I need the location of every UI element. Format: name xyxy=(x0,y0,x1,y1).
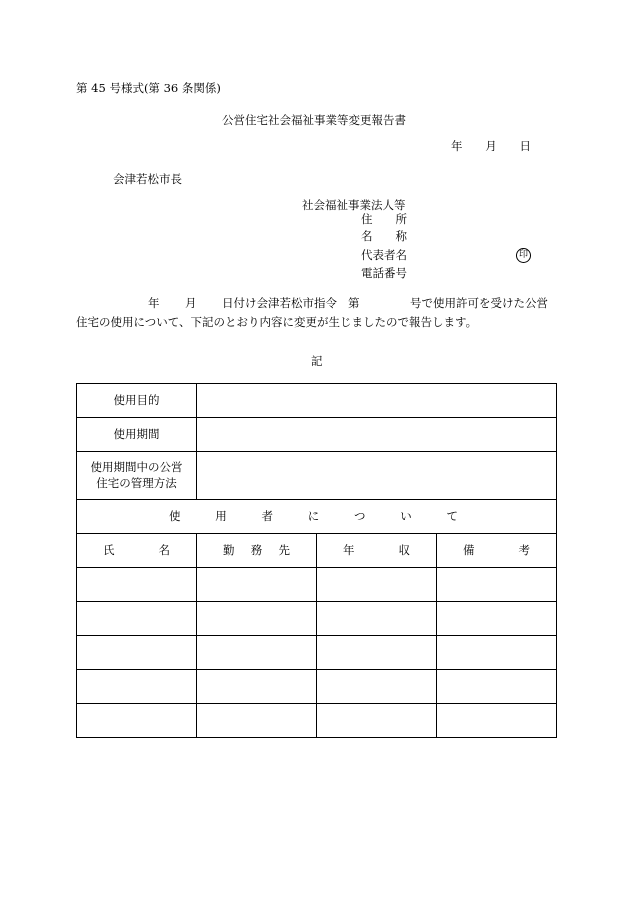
body-dai: 第 xyxy=(348,296,360,310)
column-remarks: 備 考 xyxy=(437,534,557,568)
table-row-section-header xyxy=(77,500,557,534)
period-value[interactable] xyxy=(197,418,557,452)
applicant-org-label: 社会福祉事業法人等 xyxy=(302,198,406,212)
table-row-purpose xyxy=(77,384,557,418)
report-table xyxy=(76,383,557,738)
management-label: 使用期間中の公営 住宅の管理方法 xyxy=(77,452,197,500)
body-month: 月 xyxy=(185,296,197,310)
body-middle: 日付け会津若松市指令 xyxy=(222,296,337,310)
body-line-2: 住宅の使用について、下記のとおり内容に変更が生じましたので報告します。 xyxy=(76,315,478,329)
table-row-columns xyxy=(77,534,557,568)
table-row xyxy=(77,636,557,670)
body-rest: 号で使用許可を受けた公営 xyxy=(410,296,548,310)
table-row-period xyxy=(77,418,557,452)
period-label: 使用期間 xyxy=(77,418,197,452)
table-row xyxy=(77,704,557,738)
column-income: 年 収 xyxy=(317,534,437,568)
applicant-address-label: 住 所 xyxy=(361,212,407,226)
purpose-label: 使用目的 xyxy=(77,384,197,418)
document-title: 公営住宅社会福祉事業等変更報告書 xyxy=(222,113,406,127)
column-workplace: 勤 務 先 xyxy=(197,534,317,568)
date-day: 日 xyxy=(519,139,531,153)
table-row-management xyxy=(77,452,557,500)
body-line-1 xyxy=(0,298,630,312)
applicant-name-label: 名 称 xyxy=(361,229,407,243)
ki-mark: 記 xyxy=(311,354,323,368)
purpose-value[interactable] xyxy=(197,384,557,418)
date-line xyxy=(451,141,531,153)
date-year: 年 xyxy=(451,139,463,153)
column-name: 氏 名 xyxy=(77,534,197,568)
addressee: 会津若松市長 xyxy=(113,172,182,186)
body-year: 年 xyxy=(148,296,160,310)
phone-label: 電話番号 xyxy=(361,266,407,280)
management-value[interactable] xyxy=(197,452,557,500)
table-row xyxy=(77,602,557,636)
representative-label: 代表者名 xyxy=(361,248,407,262)
form-number: 第 45 号様式(第 36 条関係) xyxy=(76,81,221,95)
users-section-header: 使 用 者 に つ い て xyxy=(77,500,557,534)
table-row xyxy=(77,568,557,602)
date-month: 月 xyxy=(485,139,497,153)
seal-mark: 印 xyxy=(516,248,531,263)
table-row xyxy=(77,670,557,704)
